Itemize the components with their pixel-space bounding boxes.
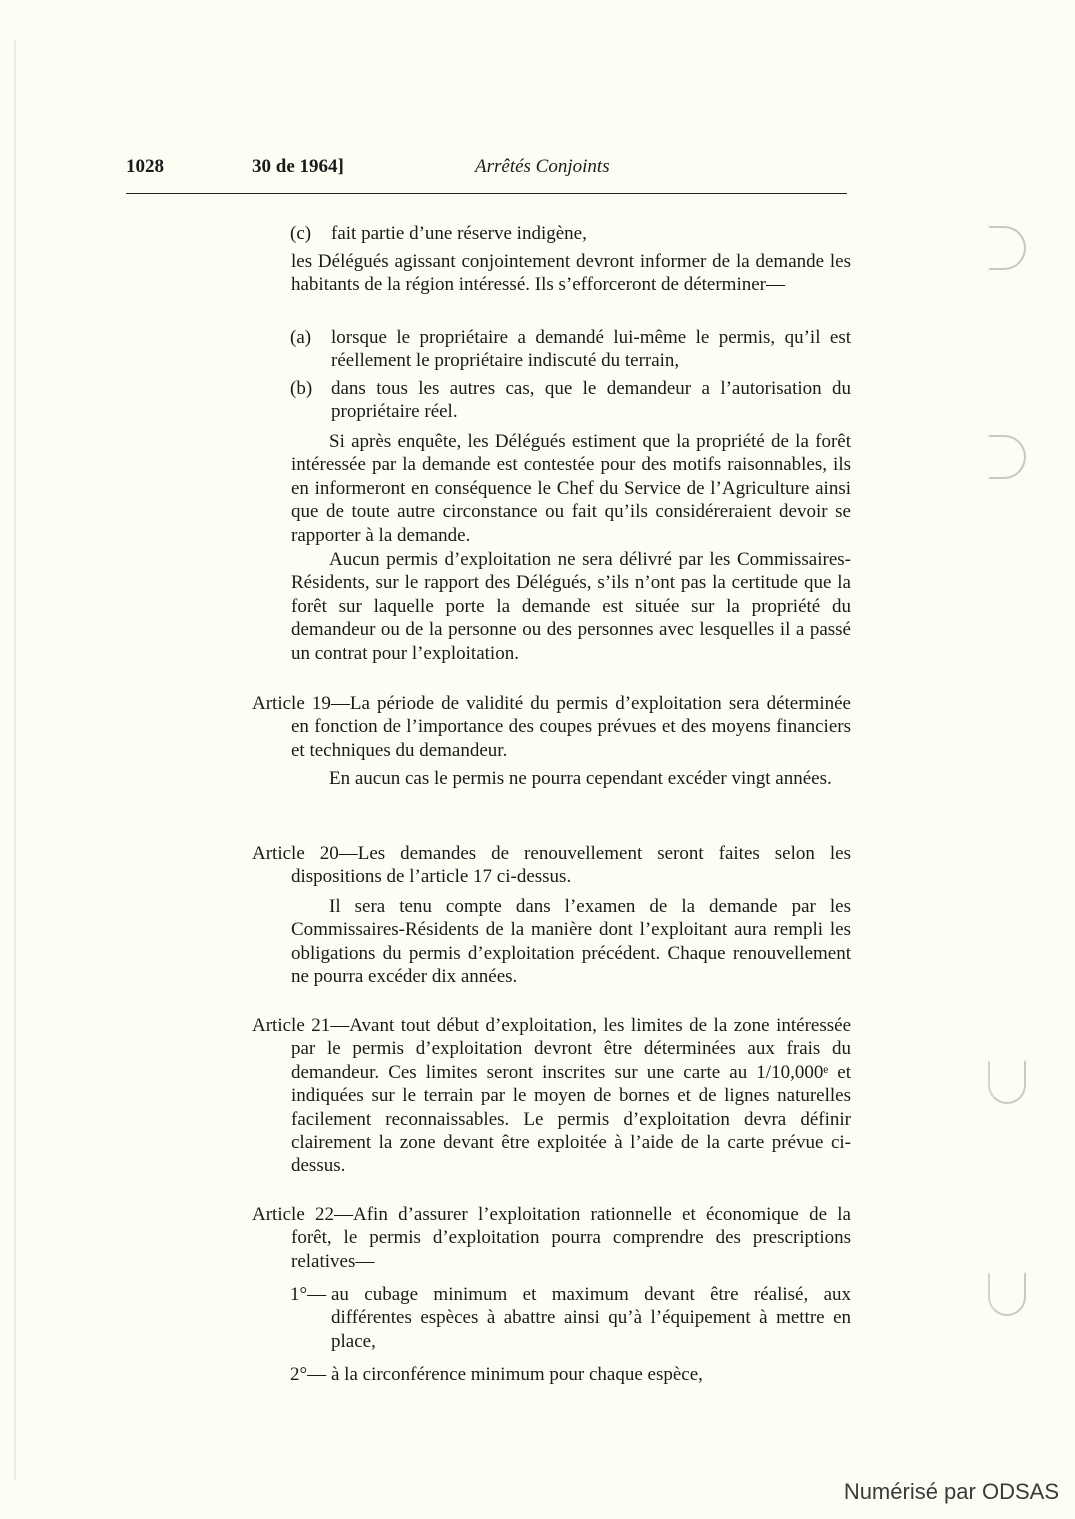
paragraph-aucun-permis: Aucun permis d’exploitation ne sera délivré par les Commissaires-Résidents, sur le rapport des Délégués, s’ils n’ont pas la certitude que la forêt sur laquelle porte la demande est située sur la propriété du demandeur ou de la personne ou des personnes avec lesquelles il a passé un contrat pour l’exploitation. [291,549,851,664]
item-c-label: (c) [290,223,312,244]
item-b-label: (b) [290,378,313,399]
article-20-heading: Article 20— [252,843,358,864]
running-title: Arrêtés Conjoints [475,156,610,177]
item-c-text: fait partie d’une réserve indigène, [331,223,587,244]
article-22-heading: Article 22— [252,1204,353,1225]
item-2-text: à la circonférence minimum pour chaque espèce, [331,1364,703,1385]
article-19-paragraph: En aucun cas le permis ne pourra cependant excéder vingt années. [329,768,832,789]
article-21 [252,1014,851,1178]
article-20-text: Les demandes de renouvellement seront faites selon les dispositions de l’article 17 ci-dessus. [291,843,851,888]
article-20-paragraph: Il sera tenu compte dans l’examen de la demande par les Commissaires-Résidents de la manière dont l’exploitant aura rempli les obligations du permis d’exploitation précédent. Chaque renouvellement ne pourra excéder dix années. [291,896,851,988]
intro-paragraph: les Délégués agissant conjointement devront informer de la demande les habitants de la région intéressé. Ils s’efforceront de déterminer— [291,251,851,296]
article-19-heading: Article 19— [252,693,350,714]
paragraph-si-apres: Si après enquête, les Délégués estiment que la propriété de la forêt intéressée par la demande est contestée pour des motifs raisonnables, ils en informeront en conséquence le Chef du Service de l’Agriculture ainsi que de toute autre circonstance ou fait qu’ils considéreraient devoir se rapporter à la demande. [291,431,851,546]
article-20 [252,842,851,889]
item-a-label: (a) [290,327,312,348]
article-22 [252,1203,851,1273]
punch-hole-mark [988,1060,1026,1104]
header-rule [126,193,847,194]
act-reference: 30 de 1964] [252,156,344,177]
article-19 [252,692,851,762]
article-21-text: Avant tout début d’exploitation, les limites de la zone intéressée par le permis d’exploitation devront être déterminées aux frais du demandeur. Ces limites seront inscrites sur une carte au 1/10,000ᵉ et indiquées sur le terrain par le moyen de bornes et de lignes naturelles facilement reconnaissables. Le permis d’exploitation devra définir clairement la zone devant être exploitée à l’aide de la carte prévue ci-dessus. [291,1015,851,1177]
punch-hole-mark [988,226,1026,270]
digitization-watermark: Numérisé par ODSAS [843,1479,1059,1504]
article-22-text: Afin d’assurer l’exploitation rationnelle et économique de la forêt, le permis d’exploitation pourra comprendre des prescriptions relatives— [291,1204,851,1272]
item-1-text: au cubage minimum et maximum devant être réalisé, aux différentes espèces à abattre ainsi qu’à l’équipement à mettre en place, [331,1284,851,1352]
article-21-heading: Article 21— [252,1015,350,1036]
page-edge [14,40,16,1480]
running-header [0,156,1075,184]
item-b-text: dans tous les autres cas, que le demandeur a l’autorisation du propriétaire réel. [331,378,851,423]
item-1-label: 1°— [290,1284,327,1305]
page-number: 1028 [126,156,164,177]
item-a-text: lorsque le propriétaire a demandé lui-même le permis, qu’il est réellement le propriétaire indiscuté du terrain, [331,327,851,372]
article-19-text: La période de validité du permis d’exploitation sera déterminée en fonction de l’importance des coupes prévues et des moyens financiers et techniques du demandeur. [291,693,851,761]
punch-hole-mark [988,1272,1026,1316]
item-2-label: 2°— [290,1364,327,1385]
punch-hole-mark [988,435,1026,479]
